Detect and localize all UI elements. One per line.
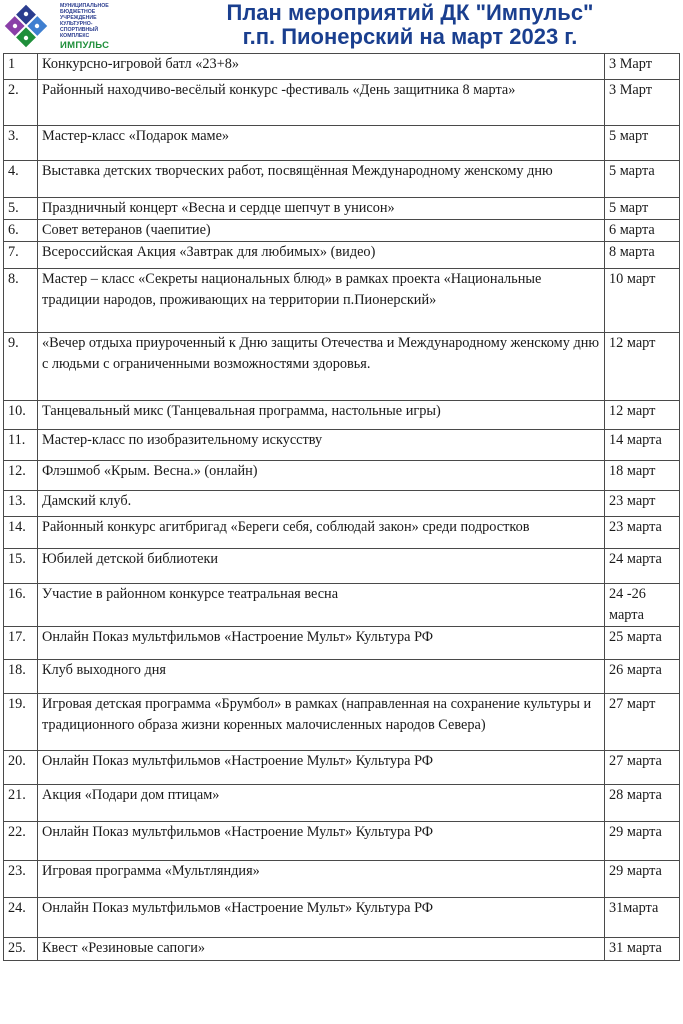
event-date: 10 март xyxy=(605,269,680,333)
events-table xyxy=(3,53,680,961)
org-line: УЧРЕЖДЕНИЕ xyxy=(60,15,97,21)
table-row xyxy=(4,898,680,938)
table-row xyxy=(4,660,680,694)
event-name: Совет ветеранов (чаепитие) xyxy=(38,220,605,242)
org-line: СПОРТИВНЫЙ xyxy=(60,27,99,33)
event-number: 9. xyxy=(4,333,38,401)
event-date: 5 март xyxy=(605,126,680,161)
event-name: Районный конкурс агитбригад «Береги себя, соблюдай закон» среди подростков xyxy=(38,517,605,549)
event-number: 21. xyxy=(4,785,38,822)
event-name: Мастер-класс «Подарок маме» xyxy=(38,126,605,161)
event-number: 11. xyxy=(4,430,38,461)
event-date: 12 март xyxy=(605,401,680,430)
title-line-2: г.п. Пионерский на март 2023 г. xyxy=(242,24,578,49)
table-row xyxy=(4,242,680,269)
event-number: 6. xyxy=(4,220,38,242)
table-row xyxy=(4,333,680,401)
event-name: «Вечер отдыха приуроченный к Дню защиты Отечества и Международному женскому дню с людьми с ограниченными возможностями здоровья. xyxy=(38,333,605,401)
event-name: Квест «Резиновые сапоги» xyxy=(38,938,605,961)
event-date: 5 марта xyxy=(605,161,680,198)
organization-name xyxy=(60,3,140,51)
table-row xyxy=(4,401,680,430)
event-date: 24 -26 марта xyxy=(605,584,680,627)
event-date: 31 марта xyxy=(605,938,680,961)
event-number: 15. xyxy=(4,549,38,584)
event-name: Мастер – класс «Секреты национальных блюд» в рамках проекта «Национальные традиции народов, проживающих на территории п.Пионерский» xyxy=(38,269,605,333)
table-row xyxy=(4,694,680,751)
event-date: 18 март xyxy=(605,461,680,491)
event-date: 27 марта xyxy=(605,751,680,785)
event-number: 1 xyxy=(4,54,38,80)
org-line: КОМПЛЕКС xyxy=(60,33,90,39)
table-row xyxy=(4,430,680,461)
logo-icon xyxy=(2,2,50,50)
table-row xyxy=(4,269,680,333)
event-name: Районный находчиво-весёлый конкурс -фестиваль «День защитника 8 марта» xyxy=(38,80,605,126)
event-number: 16. xyxy=(4,584,38,627)
event-name: Онлайн Показ мультфильмов «Настроение Мульт» Культура РФ xyxy=(38,898,605,938)
event-name: Праздничный концерт «Весна и сердце шепчут в унисон» xyxy=(38,198,605,220)
event-date: 29 марта xyxy=(605,822,680,861)
table-row xyxy=(4,198,680,220)
table-row xyxy=(4,861,680,898)
event-date: 31марта xyxy=(605,898,680,938)
event-name: Выставка детских творческих работ, посвящённая Международному женскому дню xyxy=(38,161,605,198)
event-number: 3. xyxy=(4,126,38,161)
page-title xyxy=(150,1,670,49)
event-date: 14 марта xyxy=(605,430,680,461)
event-name: Клуб выходного дня xyxy=(38,660,605,694)
event-name: Онлайн Показ мультфильмов «Настроение Мульт» Культура РФ xyxy=(38,822,605,861)
event-name: Участие в районном конкурсе театральная весна xyxy=(38,584,605,627)
event-date: 29 марта xyxy=(605,861,680,898)
header xyxy=(0,0,683,52)
event-name: Игровая детская программа «Брумбол» в рамках (направленная на сохранение культуры и традиционного образа жизни коренных малочисленных народов Севера) xyxy=(38,694,605,751)
event-date: 3 Март xyxy=(605,80,680,126)
event-number: 25. xyxy=(4,938,38,961)
brand-name: ИМПУЛЬС xyxy=(60,40,110,51)
title-line-1: План мероприятий ДК "Импульс" xyxy=(226,0,594,25)
event-date: 8 марта xyxy=(605,242,680,269)
event-date: 23 март xyxy=(605,491,680,517)
org-line: КУЛЬТУРНО- xyxy=(60,21,93,27)
events-table-body xyxy=(4,54,680,961)
event-number: 10. xyxy=(4,401,38,430)
event-number: 12. xyxy=(4,461,38,491)
table-row xyxy=(4,822,680,861)
table-row xyxy=(4,126,680,161)
event-date: 25 марта xyxy=(605,627,680,660)
event-date: 26 марта xyxy=(605,660,680,694)
event-name: Танцевальный микс (Танцевальная программа, настольные игры) xyxy=(38,401,605,430)
event-number: 17. xyxy=(4,627,38,660)
event-name: Онлайн Показ мультфильмов «Настроение Мульт» Культура РФ xyxy=(38,751,605,785)
event-date: 28 марта xyxy=(605,785,680,822)
event-number: 19. xyxy=(4,694,38,751)
table-row xyxy=(4,517,680,549)
event-number: 4. xyxy=(4,161,38,198)
event-date: 23 марта xyxy=(605,517,680,549)
event-number: 22. xyxy=(4,822,38,861)
table-row xyxy=(4,938,680,961)
event-name: Дамский клуб. xyxy=(38,491,605,517)
org-line: БЮДЖЕТНОЕ xyxy=(60,9,96,15)
event-number: 23. xyxy=(4,861,38,898)
event-number: 2. xyxy=(4,80,38,126)
table-row xyxy=(4,161,680,198)
table-row xyxy=(4,627,680,660)
table-row xyxy=(4,584,680,627)
table-row xyxy=(4,549,680,584)
event-date: 6 марта xyxy=(605,220,680,242)
table-row xyxy=(4,220,680,242)
table-row xyxy=(4,785,680,822)
event-date: 27 март xyxy=(605,694,680,751)
event-name: Акция «Подари дом птицам» xyxy=(38,785,605,822)
event-number: 8. xyxy=(4,269,38,333)
event-name: Конкурсно-игровой батл «23+8» xyxy=(38,54,605,80)
event-name: Всероссийская Акция «Завтрак для любимых» (видео) xyxy=(38,242,605,269)
table-row xyxy=(4,54,680,80)
event-date: 24 марта xyxy=(605,549,680,584)
event-number: 18. xyxy=(4,660,38,694)
table-row xyxy=(4,461,680,491)
org-line: МУНИЦИПАЛЬНОЕ xyxy=(60,3,109,9)
event-number: 13. xyxy=(4,491,38,517)
event-name: Мастер-класс по изобразительному искусству xyxy=(38,430,605,461)
event-name: Онлайн Показ мультфильмов «Настроение Мульт» Культура РФ xyxy=(38,627,605,660)
event-number: 5. xyxy=(4,198,38,220)
event-name: Юбилей детской библиотеки xyxy=(38,549,605,584)
event-date: 5 март xyxy=(605,198,680,220)
table-row xyxy=(4,751,680,785)
table-row xyxy=(4,80,680,126)
event-name: Флэшмоб «Крым. Весна.» (онлайн) xyxy=(38,461,605,491)
event-number: 24. xyxy=(4,898,38,938)
event-name: Игровая программа «Мультляндия» xyxy=(38,861,605,898)
event-number: 7. xyxy=(4,242,38,269)
table-row xyxy=(4,491,680,517)
event-date: 3 Март xyxy=(605,54,680,80)
event-date: 12 март xyxy=(605,333,680,401)
event-number: 20. xyxy=(4,751,38,785)
event-number: 14. xyxy=(4,517,38,549)
